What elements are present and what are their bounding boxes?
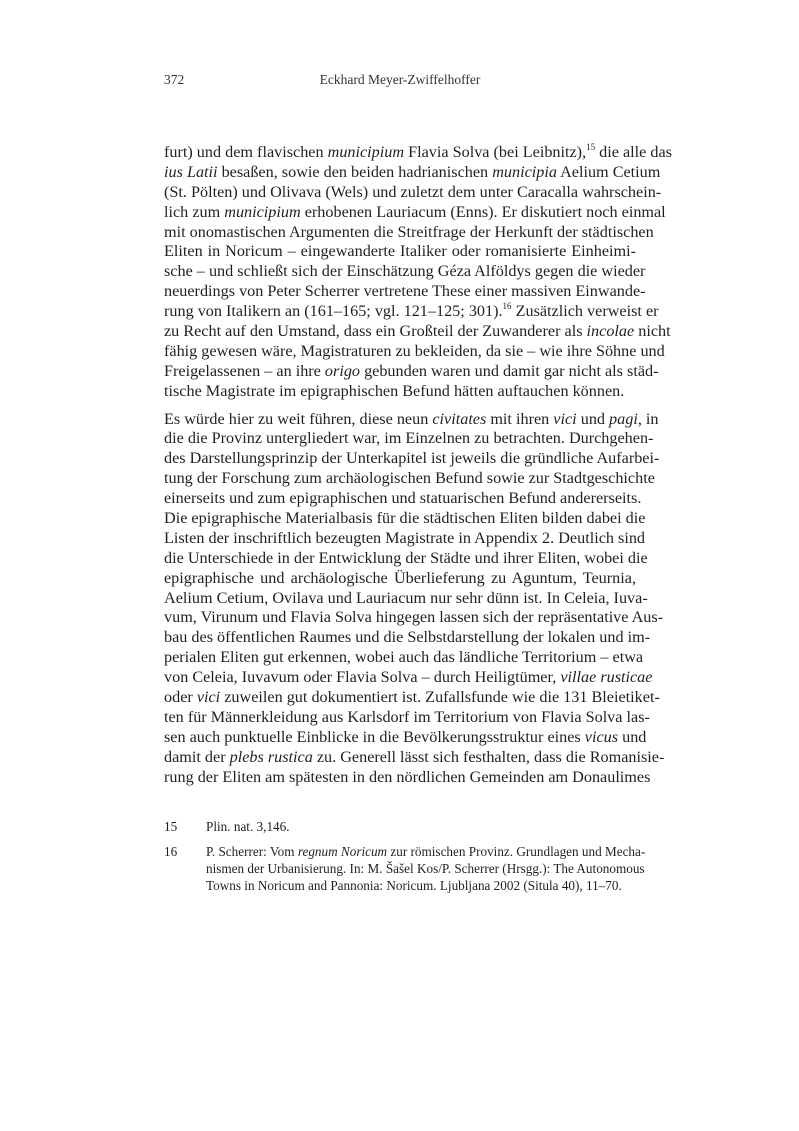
text-run: damit der (164, 747, 230, 766)
text-line (206, 818, 636, 835)
text-line (164, 182, 662, 203)
italic-term: pagi (609, 409, 638, 428)
text-line (164, 548, 648, 569)
footnote-number: 16 (164, 844, 178, 859)
paragraph (164, 409, 665, 788)
text-line (206, 843, 646, 860)
text-run: neuerdings von Peter Scherrer vertretene These einer massiven Einwande- (164, 282, 646, 301)
text-run: zuweilen gut dokumentiert ist. Zufallsfunde wie die 131 Bleietiket- (220, 688, 660, 707)
page-number: 372 (164, 72, 185, 87)
text-line (164, 648, 644, 668)
text-run: perialen Eliten gut erkennen, wobei auch das ländliche Territorium – etwa (164, 648, 644, 667)
text-line (164, 707, 650, 728)
text-line (164, 608, 664, 628)
italic-term: incolae (586, 322, 635, 341)
text-run: sche – und schließt sich der Einschätzung Géza Alföldys gegen die wieder (164, 262, 646, 281)
text-line (164, 409, 659, 430)
text-run: gebunden waren und damit gar nicht als städ- (360, 361, 659, 380)
text-line (164, 262, 646, 282)
text-line (164, 628, 651, 648)
text-run: nismen der Urbanisierung. In: M. Šašel Kos/P. Scherrer (Hrsgg.): The Autonomous (206, 861, 645, 876)
italic-term: municipium (327, 143, 405, 161)
text-run: mit onomastischen Argumenten die Streitfrage der Herkunft der städtischen (164, 222, 654, 241)
text-line (164, 282, 646, 302)
text-line (164, 242, 636, 262)
text-line (206, 860, 645, 877)
text-run: erhobenen Lauriacum (Enns). Er diskutiert noch einmal (300, 202, 666, 221)
text-line (164, 301, 659, 322)
text-run: Eliten in Noricum – eingewanderte Italiker oder romanisierte Einheimi- (164, 242, 636, 261)
text-run: Aelium Cetium, Ovilava und Lauriacum nur sehr dünn ist. In Celeia, Iuva- (164, 588, 648, 607)
text-line (164, 361, 659, 382)
text-run: von Celeia, Iuvavum oder Flavia Solva – durch Heiligtümer, (164, 668, 561, 687)
text-run: lich zum (164, 202, 225, 221)
text-run: tische Magistrate im epigraphischen Befund hätten auftauchen können. (164, 381, 625, 400)
text-run: zu Recht auf den Umstand, dass ein Großteil der Zuwanderer als (164, 322, 587, 341)
text-run: epigraphische und archäologische Überlieferung zu Aguntum, Teurnia, (164, 568, 636, 587)
text-run: furt) und dem flavischen (164, 143, 328, 161)
text-run: zu. Generell lässt sich festhalten, dass die Romanisie- (312, 747, 665, 766)
text-line (164, 509, 646, 529)
text-line (164, 341, 665, 362)
text-line (164, 528, 646, 549)
footnotes (164, 818, 646, 902)
text-line (164, 668, 653, 688)
footnote-ref[interactable]: 15 (586, 142, 596, 152)
text-run: , in (637, 409, 659, 428)
text-run: Es würde hier zu weit führen, diese neun (164, 409, 433, 428)
italic-term: origo (324, 361, 361, 380)
text-run: sen auch punktuelle Einblicke in die Bevölkerungsstruktur eines (164, 727, 585, 746)
text-run: die alle das (595, 143, 672, 161)
italic-term: vici (196, 688, 221, 707)
text-run: bau des öffentlichen Raumes und die Selbstdarstellung der lokalen und im- (164, 628, 651, 647)
text-line (164, 202, 666, 223)
text-line (164, 469, 655, 489)
text-line (164, 449, 660, 469)
italic-term: villae rusticae (560, 668, 653, 687)
text-run: Freigelassenen – an ihre (164, 361, 325, 380)
text-line (164, 747, 665, 768)
text-run: rung von Italikern an (161–165; vgl. 121–125; 301). (164, 302, 503, 321)
text-run: tung der Forschung zum archäologischen Befund sowie zur Stadtgeschichte (164, 469, 655, 488)
text-run: P. Scherrer: Vom (206, 844, 298, 859)
body-text (164, 142, 672, 788)
text-line (164, 429, 654, 449)
text-line (164, 382, 636, 402)
text-run: Listen der inschriftlich bezeugten Magistrate in Appendix 2. Deutlich sind (164, 528, 646, 547)
text-line (164, 569, 636, 589)
text-line (164, 162, 661, 183)
italic-term: plebs rustica (229, 747, 313, 766)
italic-term: vicus (584, 727, 619, 746)
footnote-ref[interactable]: 16 (502, 301, 512, 312)
text-line (164, 222, 654, 243)
text-line (164, 322, 671, 342)
text-run: mit ihren (486, 409, 554, 428)
text-run: Die epigraphische Materialbasis für die städtischen Eliten bilden dabei die (164, 509, 646, 528)
text-run: und (618, 727, 647, 746)
text-run: nicht (634, 322, 671, 341)
text-run: des Darstellungsprinzip der Unterkapitel ist jeweils die gründliche Aufarbei- (164, 449, 660, 468)
running-head: Eckhard Meyer-Zwiffelhoffer (319, 72, 481, 87)
text-line (206, 877, 636, 894)
footnote-16 (164, 843, 646, 894)
text-run: und (576, 409, 610, 428)
text-line (164, 489, 642, 509)
paragraph (164, 142, 672, 402)
page-header (164, 72, 636, 92)
text-run: die die Provinz untergliedert war, im Einzelnen zu betrachten. Durchgehen- (164, 429, 654, 448)
text-line (164, 588, 648, 609)
text-run: fähig gewesen wäre, Magistraturen zu bekleiden, da sie – wie ihre Söhne und (164, 341, 665, 360)
text-run: besaßen, sowie den beiden hadrianischen (217, 162, 493, 181)
italic-term: regnum Noricum (297, 844, 388, 859)
text-run: Plin. nat. 3,146. (206, 819, 290, 834)
text-run: Zusätzlich verweist er (511, 302, 659, 321)
text-run: die Unterschiede in der Entwicklung der Städte und ihrer Eliten, wobei die (164, 548, 648, 567)
text-run: Flavia Solva (bei Leibnitz), (404, 143, 587, 161)
text-run: oder (164, 688, 197, 707)
text-run: ten für Männerkleidung aus Karlsdorf im Territorium von Flavia Solva las- (164, 707, 650, 726)
italic-term: municipia (492, 162, 557, 181)
text-line (164, 142, 672, 163)
text-run: zur römischen Provinz. Grundlagen und Mecha- (387, 844, 646, 859)
text-line (164, 688, 660, 708)
text-run: (St. Pölten) und Olivava (Wels) und zuletzt dem unter Caracalla wahrschein- (164, 182, 662, 201)
italic-term: municipium (224, 202, 301, 221)
text-run: einerseits und zum epigraphischen und statuarischen Befund andererseits. (164, 489, 642, 508)
text-line (164, 727, 647, 748)
text-run: Towns in Noricum and Pannonia: Noricum. Ljubljana 2002 (Situla 40), 11–70. (206, 878, 622, 893)
footnote-number: 15 (164, 819, 178, 834)
text-run: Aelium Cetium (556, 162, 661, 181)
text-run: rung der Eliten am spätesten in den nördlichen Gemeinden am Donaulimes (164, 767, 651, 786)
footnote-15 (164, 818, 636, 835)
italic-term: civitates (432, 409, 487, 428)
text-line (164, 767, 651, 788)
italic-term: vici (553, 409, 577, 428)
text-run: vum, Virunum und Flavia Solva hingegen lassen sich der repräsentative Aus- (164, 608, 664, 627)
italic-term: ius Latii (164, 162, 218, 181)
